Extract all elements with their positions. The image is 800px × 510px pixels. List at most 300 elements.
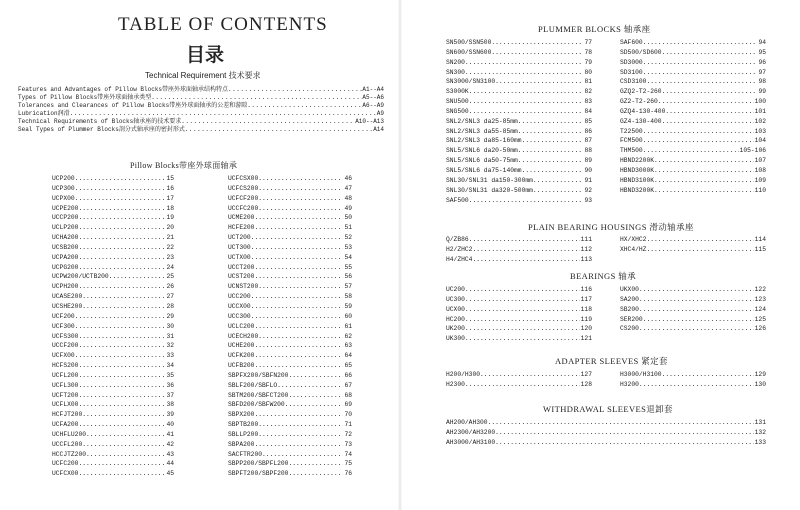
list-item-page-number: 91 (584, 176, 592, 184)
list-item (52, 253, 174, 263)
list-item-page-number: 83 (584, 98, 592, 106)
list-item-page-number: 89 (584, 157, 592, 165)
list-item (446, 305, 592, 315)
list-item-page-number: 74 (344, 450, 352, 458)
list-item-label: SBPFT200/SBPF200 (228, 470, 289, 478)
list-item (620, 166, 766, 176)
list-item-page-number: 48 (344, 194, 352, 202)
page-subtitle: 目录 (186, 44, 225, 66)
list-item (52, 194, 174, 204)
dot-leader (469, 97, 584, 107)
dot-leader (518, 146, 584, 156)
dot-leader (277, 381, 343, 391)
dot-leader (491, 48, 583, 58)
list-item-page-number: 75 (344, 460, 352, 468)
list-item-label: UCC300 (228, 312, 251, 320)
list-item-label: UCPX00 (52, 194, 75, 202)
list-item-label: SNL30/SNL31 da320-500mm (446, 186, 533, 194)
list-item-label: UCPW200/UCTB200 (52, 273, 109, 281)
list-item (620, 77, 766, 87)
list-item-label: UCFS300 (52, 332, 79, 340)
list-item-label: THM500 (620, 147, 643, 155)
list-item-label: UCFCX00 (52, 470, 79, 478)
list-item (228, 400, 352, 410)
list-item-page-number: 131 (754, 419, 766, 426)
dot-leader (288, 371, 343, 381)
list-item-page-number: 52 (344, 234, 352, 242)
page-title: TABLE OF CONTENTS (118, 14, 328, 35)
list-item-label: UCCT200 (228, 263, 255, 271)
list-item-label: SNL2/SNL3 da55-85mm (446, 127, 518, 135)
dot-leader (254, 263, 343, 273)
list-item (228, 233, 352, 243)
adapter-sleeves-list-column-2 (620, 370, 766, 390)
dot-leader (518, 117, 584, 127)
list-item (228, 361, 352, 371)
dot-leader (522, 136, 584, 146)
dot-leader (491, 38, 583, 48)
list-item (620, 48, 766, 58)
list-item-page-number: 43 (166, 450, 174, 458)
plummer-blocks-list-column-2 (620, 38, 766, 196)
dot-leader (251, 292, 344, 302)
dot-leader (465, 380, 580, 390)
list-item-page-number: 22 (166, 243, 174, 251)
list-item-page-number: 102 (754, 117, 766, 125)
list-item-label: HCCJTZ200 (52, 450, 87, 458)
list-item (446, 136, 592, 146)
list-item-page-number: 77 (584, 39, 592, 46)
dot-leader (86, 450, 165, 460)
list-item-label: H2300 (446, 380, 465, 388)
list-item-label: GZQ2-T2-260 (620, 88, 662, 96)
list-item (18, 94, 384, 102)
list-item-label: UCT300 (228, 243, 251, 251)
list-item (52, 322, 174, 332)
dot-leader (285, 400, 344, 410)
list-item (52, 292, 174, 302)
list-item-page-number: 80 (584, 68, 592, 76)
list-item (228, 292, 352, 302)
dot-leader (75, 312, 166, 322)
list-item (52, 459, 174, 469)
dot-leader (251, 253, 344, 263)
list-item-label: AH200/AH300 (446, 419, 488, 426)
list-item-label: SN600/SSN600 (446, 48, 492, 56)
dot-leader (643, 315, 754, 325)
list-item-label: UCPH200 (52, 283, 79, 291)
dot-leader (665, 107, 753, 117)
list-item (52, 361, 174, 371)
list-item (446, 324, 592, 334)
list-item (446, 117, 592, 127)
dot-leader (258, 184, 343, 194)
list-item-page-number: 107 (754, 157, 766, 165)
list-item-page-number: 105-106 (739, 147, 766, 155)
list-item (620, 186, 766, 196)
list-item (228, 420, 352, 430)
dot-leader (78, 282, 165, 292)
dot-leader (662, 48, 758, 58)
list-item-label: UCSHE200 (52, 302, 83, 310)
bearings-heading: BEARINGS 轴承 (570, 271, 637, 281)
list-item-page-number: 81 (584, 78, 592, 86)
list-item (228, 381, 352, 391)
list-item-page-number: 97 (758, 68, 766, 76)
dot-leader (75, 194, 166, 204)
list-item-label: H200/H300 (446, 371, 481, 378)
dot-leader (82, 440, 165, 450)
list-item (52, 204, 174, 214)
list-item-page-number: 70 (344, 411, 352, 419)
list-item-label: HBND3000K (620, 166, 655, 174)
dot-leader (643, 127, 754, 137)
list-item-page-number: 63 (344, 342, 352, 350)
list-item-page-number: 37 (166, 391, 174, 399)
list-item (446, 58, 592, 68)
list-item-page-number: 111 (580, 236, 592, 243)
list-item-page-number: 50 (344, 214, 352, 222)
list-item-page-number: 82 (584, 88, 592, 96)
list-item-label: UCX00 (446, 305, 465, 313)
list-item-label: UCP300 (52, 184, 75, 192)
list-item (228, 174, 352, 184)
list-item-page-number: A6--A9 (362, 102, 384, 109)
list-item-label: Seal Types of Plummer Blocks剖分式轴承座的密封形式 (18, 126, 185, 133)
list-item-label: SBLF200/SBFLO (228, 381, 278, 389)
dot-leader (639, 380, 754, 390)
list-item-label: UCASE200 (52, 293, 83, 301)
list-item (446, 48, 592, 58)
list-item-page-number: 133 (754, 438, 766, 446)
dot-leader (254, 410, 343, 420)
list-item (446, 146, 592, 156)
list-item-label: UCF200 (52, 312, 75, 320)
dot-leader (181, 118, 355, 126)
list-item-page-number: 99 (758, 88, 766, 96)
list-item-label: SNU500 (446, 98, 469, 106)
list-item-label: UCC200 (228, 293, 251, 301)
list-item-label: UCFL300 (52, 381, 79, 389)
list-item-page-number: 98 (758, 78, 766, 86)
list-item (620, 146, 766, 156)
list-item (18, 110, 384, 118)
list-item-page-number: 114 (754, 236, 766, 243)
dot-leader (78, 223, 165, 233)
list-item-page-number: 88 (584, 147, 592, 155)
list-item-page-number: 78 (584, 48, 592, 56)
list-item (228, 459, 352, 469)
list-item-label: UCFC200 (52, 460, 79, 468)
list-item-label: UCHFLU200 (52, 430, 87, 438)
list-item-page-number: 121 (580, 335, 592, 343)
list-item-label: SNL2/SNL3 da85-160mm (446, 137, 522, 145)
list-item-page-number: 30 (166, 322, 174, 330)
dot-leader (247, 102, 362, 110)
list-item-page-number: 116 (580, 286, 592, 293)
list-item-label: UCECH200 (228, 332, 259, 340)
list-item (620, 315, 766, 325)
dot-leader (78, 400, 165, 410)
list-item-label: HCFS200 (52, 362, 79, 370)
list-item-page-number: A5--A6 (362, 94, 384, 101)
list-item-label: SN300 (446, 68, 465, 76)
list-item (620, 380, 766, 390)
list-item-page-number: 15 (166, 175, 174, 182)
list-item-label: UCFCS200 (228, 184, 259, 192)
list-item (446, 380, 592, 390)
list-item-label: SBPP200/SBPFL200 (228, 460, 289, 468)
list-item-page-number: 79 (584, 58, 592, 66)
list-item (228, 184, 352, 194)
list-item (52, 400, 174, 410)
dot-leader (654, 166, 754, 176)
list-item-label: UC300 (446, 295, 465, 303)
list-item-page-number: 115 (754, 245, 766, 253)
list-item-page-number: 67 (344, 381, 352, 389)
list-item-page-number: 122 (754, 286, 766, 293)
list-item (620, 68, 766, 78)
list-item (228, 312, 352, 322)
list-item (446, 235, 592, 245)
list-item (446, 127, 592, 137)
list-item-label: UCF300 (52, 322, 75, 330)
dot-leader (254, 223, 343, 233)
list-item-label: HCFJT200 (52, 411, 83, 419)
list-item-page-number: 45 (166, 470, 174, 478)
bearings-list-column-1 (446, 285, 592, 344)
list-item-page-number: 56 (344, 273, 352, 281)
list-item-label: SBPX200 (228, 411, 255, 419)
dot-leader (472, 255, 579, 265)
list-item (52, 341, 174, 351)
list-item-label: UCFK200 (228, 352, 255, 360)
list-item-page-number: 101 (754, 107, 766, 115)
list-item (52, 381, 174, 391)
list-item-page-number: 90 (584, 166, 592, 174)
list-item-page-number: 110 (754, 186, 766, 194)
dot-leader (469, 107, 584, 117)
list-item-label: SER200 (620, 315, 643, 323)
dot-leader (78, 263, 165, 273)
list-item-page-number: 57 (344, 283, 352, 291)
list-item (620, 38, 766, 48)
list-item-label: SD500/SD600 (620, 48, 662, 56)
list-item (228, 272, 352, 282)
dot-leader (646, 77, 757, 87)
list-item-page-number: 21 (166, 234, 174, 242)
pillow-blocks-list-column-1 (52, 174, 174, 479)
list-item (620, 127, 766, 137)
dot-leader (480, 370, 580, 380)
list-item (228, 213, 352, 223)
list-item-page-number: 69 (344, 401, 352, 409)
list-item (228, 332, 352, 342)
list-item (52, 450, 174, 460)
adapter-sleeves-list-column-1 (446, 370, 592, 390)
list-item-page-number: 94 (758, 39, 766, 46)
list-item-page-number: 108 (754, 166, 766, 174)
list-item (228, 253, 352, 263)
list-item (228, 282, 352, 292)
list-item-label: UKX00 (620, 286, 639, 293)
dot-leader (465, 58, 584, 68)
list-item-page-number: 28 (166, 302, 174, 310)
list-item-label: Types of Pillow Blocks带座外球面轴承类型 (18, 94, 152, 101)
list-item (52, 282, 174, 292)
list-item-label: UCHE200 (228, 342, 255, 350)
list-item-page-number: 103 (754, 127, 766, 135)
dot-leader (643, 58, 758, 68)
list-item-page-number: 54 (344, 253, 352, 261)
list-item-label: H3000/H3100 (620, 371, 662, 378)
dot-leader (662, 117, 754, 127)
list-item-page-number: 92 (584, 186, 592, 194)
list-item-label: UCCFC200 (228, 204, 259, 212)
list-item-page-number: 96 (758, 58, 766, 66)
list-item-page-number: 36 (166, 381, 174, 389)
dot-leader (522, 166, 584, 176)
list-item-page-number: 59 (344, 302, 352, 310)
list-item-page-number: 128 (580, 380, 592, 388)
list-item-label: SAF600 (620, 39, 643, 46)
plain-bearing-housings-list-column-2 (620, 235, 766, 255)
list-item-label: UCCF200 (52, 342, 79, 350)
list-item-page-number: 76 (344, 470, 352, 478)
pillow-blocks-list-column-2 (228, 174, 352, 479)
list-item (18, 102, 384, 110)
dot-leader (82, 410, 165, 420)
list-item (18, 126, 384, 134)
list-item-label: HBND3100K (620, 176, 655, 184)
list-item-page-number: A14 (373, 126, 384, 133)
list-item-page-number: 31 (166, 332, 174, 340)
list-item-label: SNL5/SNL6 da75-140mm (446, 166, 522, 174)
list-item (52, 174, 174, 184)
list-item-label: UCCP200 (52, 214, 79, 222)
list-item-label: SBPTB200 (228, 421, 259, 429)
list-item-label: SNL2/SNL3 da25-85mm (446, 117, 518, 125)
list-item (228, 391, 352, 401)
dot-leader (78, 391, 165, 401)
list-item-label: SD3100 (620, 68, 643, 76)
dot-leader (465, 285, 580, 295)
list-item-page-number: 113 (580, 255, 592, 263)
list-item-page-number: 53 (344, 243, 352, 251)
list-item-page-number: 124 (754, 305, 766, 313)
list-item (228, 243, 352, 253)
list-item-label: H3200 (620, 380, 639, 388)
list-item-label: XHC4/HZ (620, 245, 647, 253)
dot-leader (643, 38, 758, 48)
dot-leader (251, 243, 344, 253)
list-item-label: SD3000 (620, 58, 643, 66)
list-item (228, 469, 352, 479)
list-item (52, 410, 174, 420)
list-item-label: UCPG200 (52, 263, 79, 271)
list-item (620, 58, 766, 68)
dot-leader (654, 156, 754, 166)
list-item-label: FCM500 (620, 137, 643, 145)
list-item-page-number: 120 (580, 325, 592, 333)
list-item (620, 235, 766, 245)
list-item (52, 420, 174, 430)
list-item-label: UCFB200 (228, 362, 255, 370)
dot-leader (78, 371, 165, 381)
list-item-label: SAF500 (446, 196, 469, 204)
list-item (446, 38, 592, 48)
list-item (52, 332, 174, 342)
list-item (446, 370, 592, 380)
dot-leader (258, 282, 343, 292)
list-item-page-number: 64 (344, 352, 352, 360)
list-item (228, 322, 352, 332)
list-item-page-number: 60 (344, 312, 352, 320)
dot-leader (82, 292, 165, 302)
dot-leader (488, 418, 754, 428)
list-item-page-number: 73 (344, 440, 352, 448)
dot-leader (254, 322, 343, 332)
list-item-label: SB200 (620, 305, 639, 313)
list-item (446, 196, 592, 206)
list-item (52, 440, 174, 450)
list-item (228, 450, 352, 460)
dot-leader (518, 156, 584, 166)
dot-leader (228, 86, 362, 94)
list-item-label: Lubrication润滑 (18, 110, 70, 117)
dot-leader (75, 174, 166, 184)
dot-leader (533, 186, 584, 196)
list-item (620, 156, 766, 166)
list-item-label: UK200 (446, 325, 465, 333)
technical-requirement-list (18, 86, 384, 134)
list-item (52, 233, 174, 243)
dot-leader (518, 127, 584, 137)
right-page (400, 0, 800, 510)
list-item-label: Q/ZB86 (446, 236, 469, 243)
dot-leader (472, 245, 579, 255)
dot-leader (469, 235, 580, 245)
dot-leader (654, 186, 754, 196)
dot-leader (465, 315, 580, 325)
list-item-label: SNL5/SNL6 da20-50mm (446, 147, 518, 155)
list-item (620, 136, 766, 146)
withdrawal-sleeves-list (446, 418, 766, 448)
dot-leader (465, 295, 580, 305)
pillow-blocks-heading: Pillow Blocks带座外球面轴承 (130, 161, 238, 170)
list-item-page-number: 40 (166, 421, 174, 429)
list-item (620, 97, 766, 107)
dot-leader (78, 361, 165, 371)
list-item (228, 371, 352, 381)
list-item-page-number: 18 (166, 204, 174, 212)
list-item-page-number: 42 (166, 440, 174, 448)
dot-leader (654, 176, 754, 186)
list-item-label: HBND2200K (620, 157, 655, 165)
dot-leader (78, 341, 165, 351)
list-item-label: UCFX00 (52, 352, 75, 360)
dot-leader (662, 87, 758, 97)
list-item-label: UCPE200 (52, 204, 79, 212)
list-item-label: AH2300/AH3200 (446, 428, 496, 436)
list-item (620, 285, 766, 295)
list-item-page-number: 132 (754, 428, 766, 436)
list-item-label: UCPA200 (52, 253, 79, 261)
list-item (18, 118, 384, 126)
list-item-label: UCCX00 (228, 302, 251, 310)
dot-leader (288, 469, 343, 479)
list-item-page-number: 71 (344, 421, 352, 429)
